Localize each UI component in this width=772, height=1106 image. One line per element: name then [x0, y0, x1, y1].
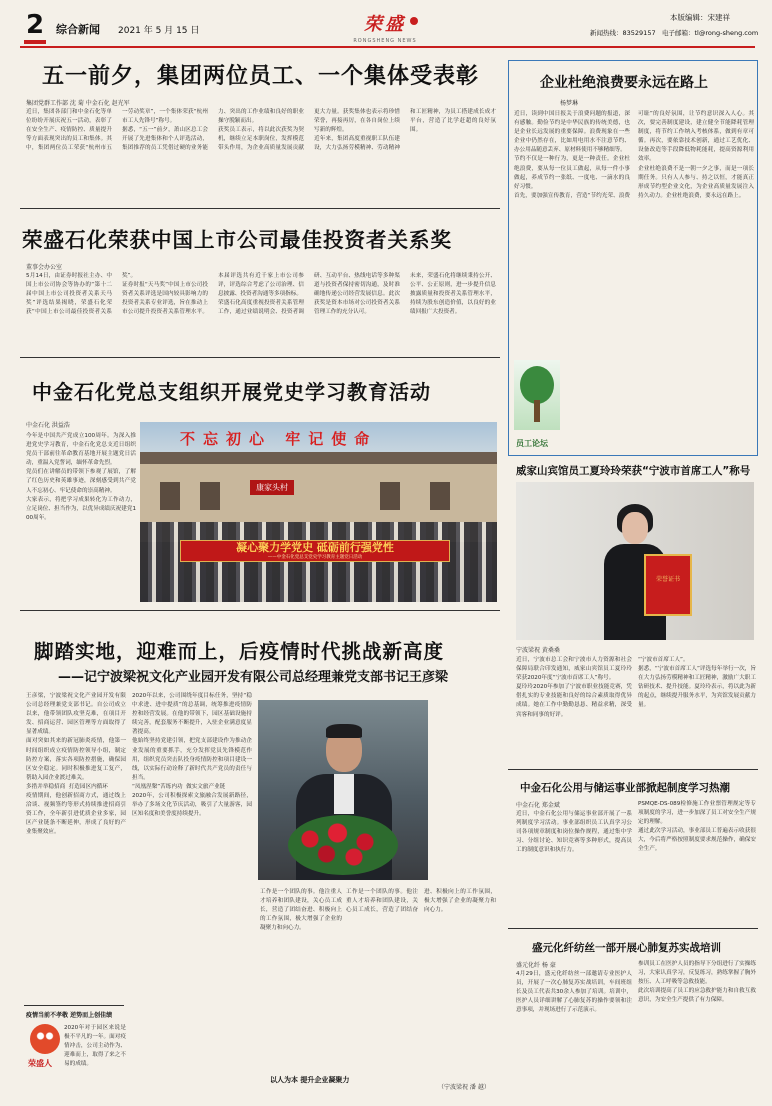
section-subhead: 以人为本 提升企业凝聚力 [270, 1076, 350, 1084]
article-body: 5月14日，由证券时报社主办、中国上市公司协会等协办的“第十二届中国上市公司投资者关系天马奖”评选结果揭晓，荣盛石化荣获“中国上市公司最佳投资者关系奖”。 证券时报“天马奖”中国上市公司投资者关系评选是国内较具影响力的投资者关系专业评选，旨在推动上市公司提升投资者关系管理水平。本届评选共有近千家上市公司参评，评选综合考虑了公司治理、信息披露、投资者沟通等多项指标。 荣盛石化高度重视投资者关系管理工作，通过业绩说明会、投资者调研、互动平台、热线电话等多种渠道与投资者保持密切沟通，及时准确地传递公司经营发展信息。此次获奖是资本市场对公司投资者关系管理工作的充分认可。 未来，荣盛石化将继续秉持公开、公平、公正原则，进一步提升信息披露质量和投资者关系管理水平，持续为股东创造价值，以良好的业绩回报广大投资者。 [26, 273, 496, 316]
article-body: 4月29日，盛元化纤纺丝一部邀请专业医护人员，开展了一次心肺复苏实战培训，车间班组长及员工代表共30余人参加了培训。培训中，医护人员详细讲解了心肺复苏的操作要领和注意事项，并现场进行了示范演示。 [516, 971, 632, 1014]
header-rule [20, 46, 755, 48]
article-title: 盛元化纤纺丝一部开展心肺复苏实战培训 [532, 942, 721, 954]
byline: 董事会办公室 [26, 264, 63, 271]
article-title: 荣盛石化荣获中国上市公司最佳投资者关系奖 [22, 228, 452, 252]
window [380, 482, 400, 510]
village-sign: 康家头村 [250, 480, 294, 495]
article-endnote: （宁波梁祝 潘 越） [438, 1084, 490, 1091]
article-title: 企业杜绝浪费要永远在路上 [540, 75, 708, 91]
page-number-underline [24, 40, 46, 44]
window [200, 482, 220, 510]
article-body: 近日，宁波市总工会和宁波市人力资源和社会保障局联合印发通知，威家山宾馆员工夏玲玲荣获2020年度“宁波市首席工人”称号。 夏玲玲2020年参加了宁波市职业技能竞赛，凭借扎实的专业技能和良好的综合素质取得优异成绩。她在工作中勤勤恳恳、精益求精，深受宾客和同事的好评。 [516, 657, 632, 718]
activity-banner-title: 凝心聚力学党史 砥砺前行强党性 [236, 541, 394, 554]
phone-line: 新闻热线：83529157 [590, 29, 656, 37]
activity-banner [180, 540, 450, 562]
byline: 中金石化 洪益浩 [26, 422, 70, 429]
certificate-title: 荣誉证书 [655, 576, 680, 583]
article-body: 近日，读到中国日报关于浪费问题的报道，深有感触。勤俭节约是中华民族的传统美德，也是企业长远发展的重要保障。浪费现象在一些企业中仍然存在，比如用电用水不注意节约、办公用品随意丢弃、原材料使用不够精细等。 节约不仅是一种行为，更是一种责任。企业杜绝浪费，要从每一位员工做起，从每一件小事做起，养成节约一张纸、一度电、一滴水的良好习惯。 首先，要加强宣传教育，营造“节约光荣、浪费可耻”的良好氛围，让节约意识深入人心。其次，要完善制度建设，建立健全节能降耗管理制度，将节约工作纳入考核体系，做到有章可循。再次，要依靠技术创新，通过工艺优化、设备改造等手段降低物耗能耗，提高资源利用效率。 企业杜绝浪费不是一朝一夕之事，而是一项长期任务。只有人人参与、持之以恒，才能真正形成节约型企业文化，为企业高质量发展注入持久动力。企业杜绝浪费，要永远在路上。 [514, 111, 754, 199]
masthead [350, 10, 420, 48]
portrait-hair [326, 724, 362, 738]
masthead-badge-icon [410, 17, 418, 25]
mascot-logo-icon [30, 1024, 60, 1054]
byline: 中金石化 郑金斌 [516, 802, 560, 809]
award-photo [516, 482, 754, 640]
section-name: 综合新闻 [56, 23, 100, 36]
sidebar-caption: 疫情当前不孝敬 逆势而上创佳绩 [26, 1012, 113, 1019]
article-subtitle: ——记宁波梁祝文化产业园开发有限公司总经理兼党支部书记王彦梁 [58, 670, 449, 685]
column-tag: 员工论坛 [516, 439, 548, 448]
masthead-subtitle: RONGSHENG NEWS [353, 38, 417, 44]
mascot-label: 荣盛人 [28, 1059, 52, 1068]
flower-bouquet [288, 815, 398, 875]
article-body: 2020年以来，公司围绕年度目标任务，坚持“稳中求进、进中提质”的总基调，统筹推进疫情防控和经营发展。在他的带领下，园区基础设施持续完善，配套服务不断提升，入驻企业满意度显著提高。 他始终坚持党建引领，把党支部建设作为推动企业发展的重要抓手，充分发挥党员先锋模范作用，组织党员突击队投身疫情防控和项目建设一线，以实际行动诠释了新时代共产党员的责任与担当。 “凤凰涅槃”苦练内功 做实文旅产业链 2020年，公司积极探索文旅融合发展新路径，举办了多场文化节庆活动，吸引了大量游客，园区知名度和美誉度持续提升。 [132, 693, 252, 818]
article-title: 五一前夕，集团两位员工、一个集体受表彰 [42, 64, 480, 89]
divider [20, 208, 500, 209]
article-body: 近日，中金石化公用与储运事业部开展了一系列制度学习活动。事业部组织员工认真学习公司各项规章制度和岗位操作规程，通过集中学习、分组讨论、知识竞赛等多种形式，提高员工的制度意识和执行力。 [516, 811, 632, 854]
article-body: PSMQE-DS-089检修施工作业票管理规定等专项制度的学习，进一步加深了员工对安全生产规定的理解。 通过此次学习活动，事业部员工普遍表示收获很大，今后将严格按照制度要求规范操作，确保安全生产。 [638, 801, 756, 853]
tree-illustration [514, 360, 560, 430]
article-title: 中金石化公用与储运事业部掀起制度学习热潮 [520, 782, 730, 794]
divider [20, 610, 500, 611]
article-body: 工作是一个团队的事。他注重人才培养和团队建设，关心员工成长，营造了团结奋进、积极向上的工作氛围，极大增强了企业的凝聚力和向心力。 [260, 889, 342, 932]
article-body: 参训员工在医护人员的指导下分组进行了实操练习，大家认真学习，反复练习，熟练掌握了胸外按压、人工呼吸等急救技能。 此次培训提高了员工的应急救护能力和自救互救意识，为安全生产提供了有力保障。 [638, 961, 756, 1004]
divider [508, 928, 758, 929]
window [430, 482, 450, 510]
article-title: 脚踏实地，迎难而上，后疫情时代挑战新高度 [34, 640, 445, 663]
award-certificate [644, 554, 692, 616]
tree-trunk [534, 400, 540, 422]
party-group-photo [140, 422, 497, 602]
portrait-photo [258, 700, 428, 880]
article-body: “宁波市首席工人”。 据悉，“宁波市首席工人”评选每年举行一次，旨在大力弘扬劳模精神和工匠精神，激励广大职工钻研技术、提升技能。夏玲玲表示，将以此为新的起点，继续提升服务水平，为宾馆发展贡献力量。 [638, 657, 756, 709]
person-face [622, 512, 648, 544]
editor-line: 本版编辑：宋建祥 [670, 13, 730, 22]
crowd [140, 522, 497, 602]
email-line: 电子邮箱：tl@rong-sheng.com [662, 29, 759, 37]
page-header [0, 0, 772, 50]
portrait-shirt [334, 774, 354, 814]
issue-date: 2021 年 5 月 15 日 [118, 26, 200, 36]
sidebar-body: 2020年对于园区来说是极不平凡的一年。面对疫情冲击，公司主动作为、迎难而上，取得了来之不易的成绩。 [64, 1025, 126, 1068]
byline: 杨梦琳 [560, 100, 579, 107]
activity-banner-subtitle: ——中金石化党总支党史学习教育主题党日活动 [267, 555, 363, 560]
byline: 盛元化纤 杨 豪 [516, 962, 556, 969]
article-title: 威家山宾馆员工夏玲玲荣获“宁波市首席工人”称号 [516, 465, 751, 477]
divider [20, 357, 500, 358]
divider [508, 769, 758, 770]
article-title: 中金石化党总支组织开展党史学习教育活动 [32, 380, 431, 404]
article-body: 近日，集团各部门和中金石化等单位纷纷开展庆祝五一活动，表彰了在安全生产、疫情防控、质量提升等方面表现突出的员工和集体。其中，集团两位员工荣获“杭州市五一劳动奖章”，一个集体荣获“杭州市工人先锋号”称号。 据悉，“五一”前夕，萧山区总工会开展了先进集体和个人评选活动，集团推荐的员工凭借过硬的业务能力、突出的工作业绩和良好的职业操守脱颖而出。 获奖员工表示，将以此次获奖为契机，继续立足本职岗位，发挥模范带头作用，为企业高质量发展贡献更大力量。获奖集体也表示将珍惜荣誉，再接再厉，在各自岗位上续写新的辉煌。 近年来，集团高度重视职工队伍建设，大力弘扬劳模精神、劳动精神和工匠精神，为员工搭建成长成才平台，营造了比学赶超的良好氛围。 [26, 109, 496, 152]
window [160, 482, 180, 510]
tree-canopy-icon [520, 366, 554, 404]
page-number: 2 [26, 10, 45, 40]
building-roof [140, 452, 497, 464]
article-body: 王彦梁，宁波梁祝文化产业园开发有限公司总经理兼党支部书记。自公司成立以来，他带领团队攻坚克难，在项目开发、招商运营、园区管理等方面取得了显著成绩。 面对突如其来的新冠肺炎疫情，他第一时间组织成立疫情防控领导小组，制定防控方案，落实各项防控措施，确保园区安全稳定。同时积极推进复工复产，帮助入园企业渡过难关。 多措并举稳招商 打造园区内循环 疫情期间，他创新招商方式，通过线上洽谈、视频签约等形式持续推进招商引资工作，全年新引进优质企业多家，园区产业链条不断延伸，形成了良好的产业集聚效应。 [26, 693, 126, 836]
masthead-title: 荣盛 [364, 14, 406, 35]
article-body: 今年是中国共产党成立100周年。为深入推进党史学习教育，中金石化党总支近日组织党员干部前往革命教育基地开展主题党日活动，重温入党誓词，缅怀革命先烈。 党员们在讲解员的带领下参观了展馆，了解了红色历史和英雄事迹，深刻感受到共产党人不忘初心、牢记使命的崇高精神。 大家表示，将把学习成果转化为工作动力，立足岗位、担当作为，以优异成绩庆祝建党100周年。 [26, 433, 136, 521]
slogan-banner-top: 不忘初心 牢记使命 [180, 430, 378, 448]
byline: 宁波梁祝 黄桑桑 [516, 647, 560, 654]
article-body: 工作是一个团队的事。他注重人才培养和团队建设，关心员工成长，营造了团结奋进、积极向上的工作氛围，极大增强了企业的凝聚力和向心力。 [346, 889, 496, 914]
byline: 集团党群工作部 沈 菊 中金石化 赵光军 [26, 100, 130, 107]
